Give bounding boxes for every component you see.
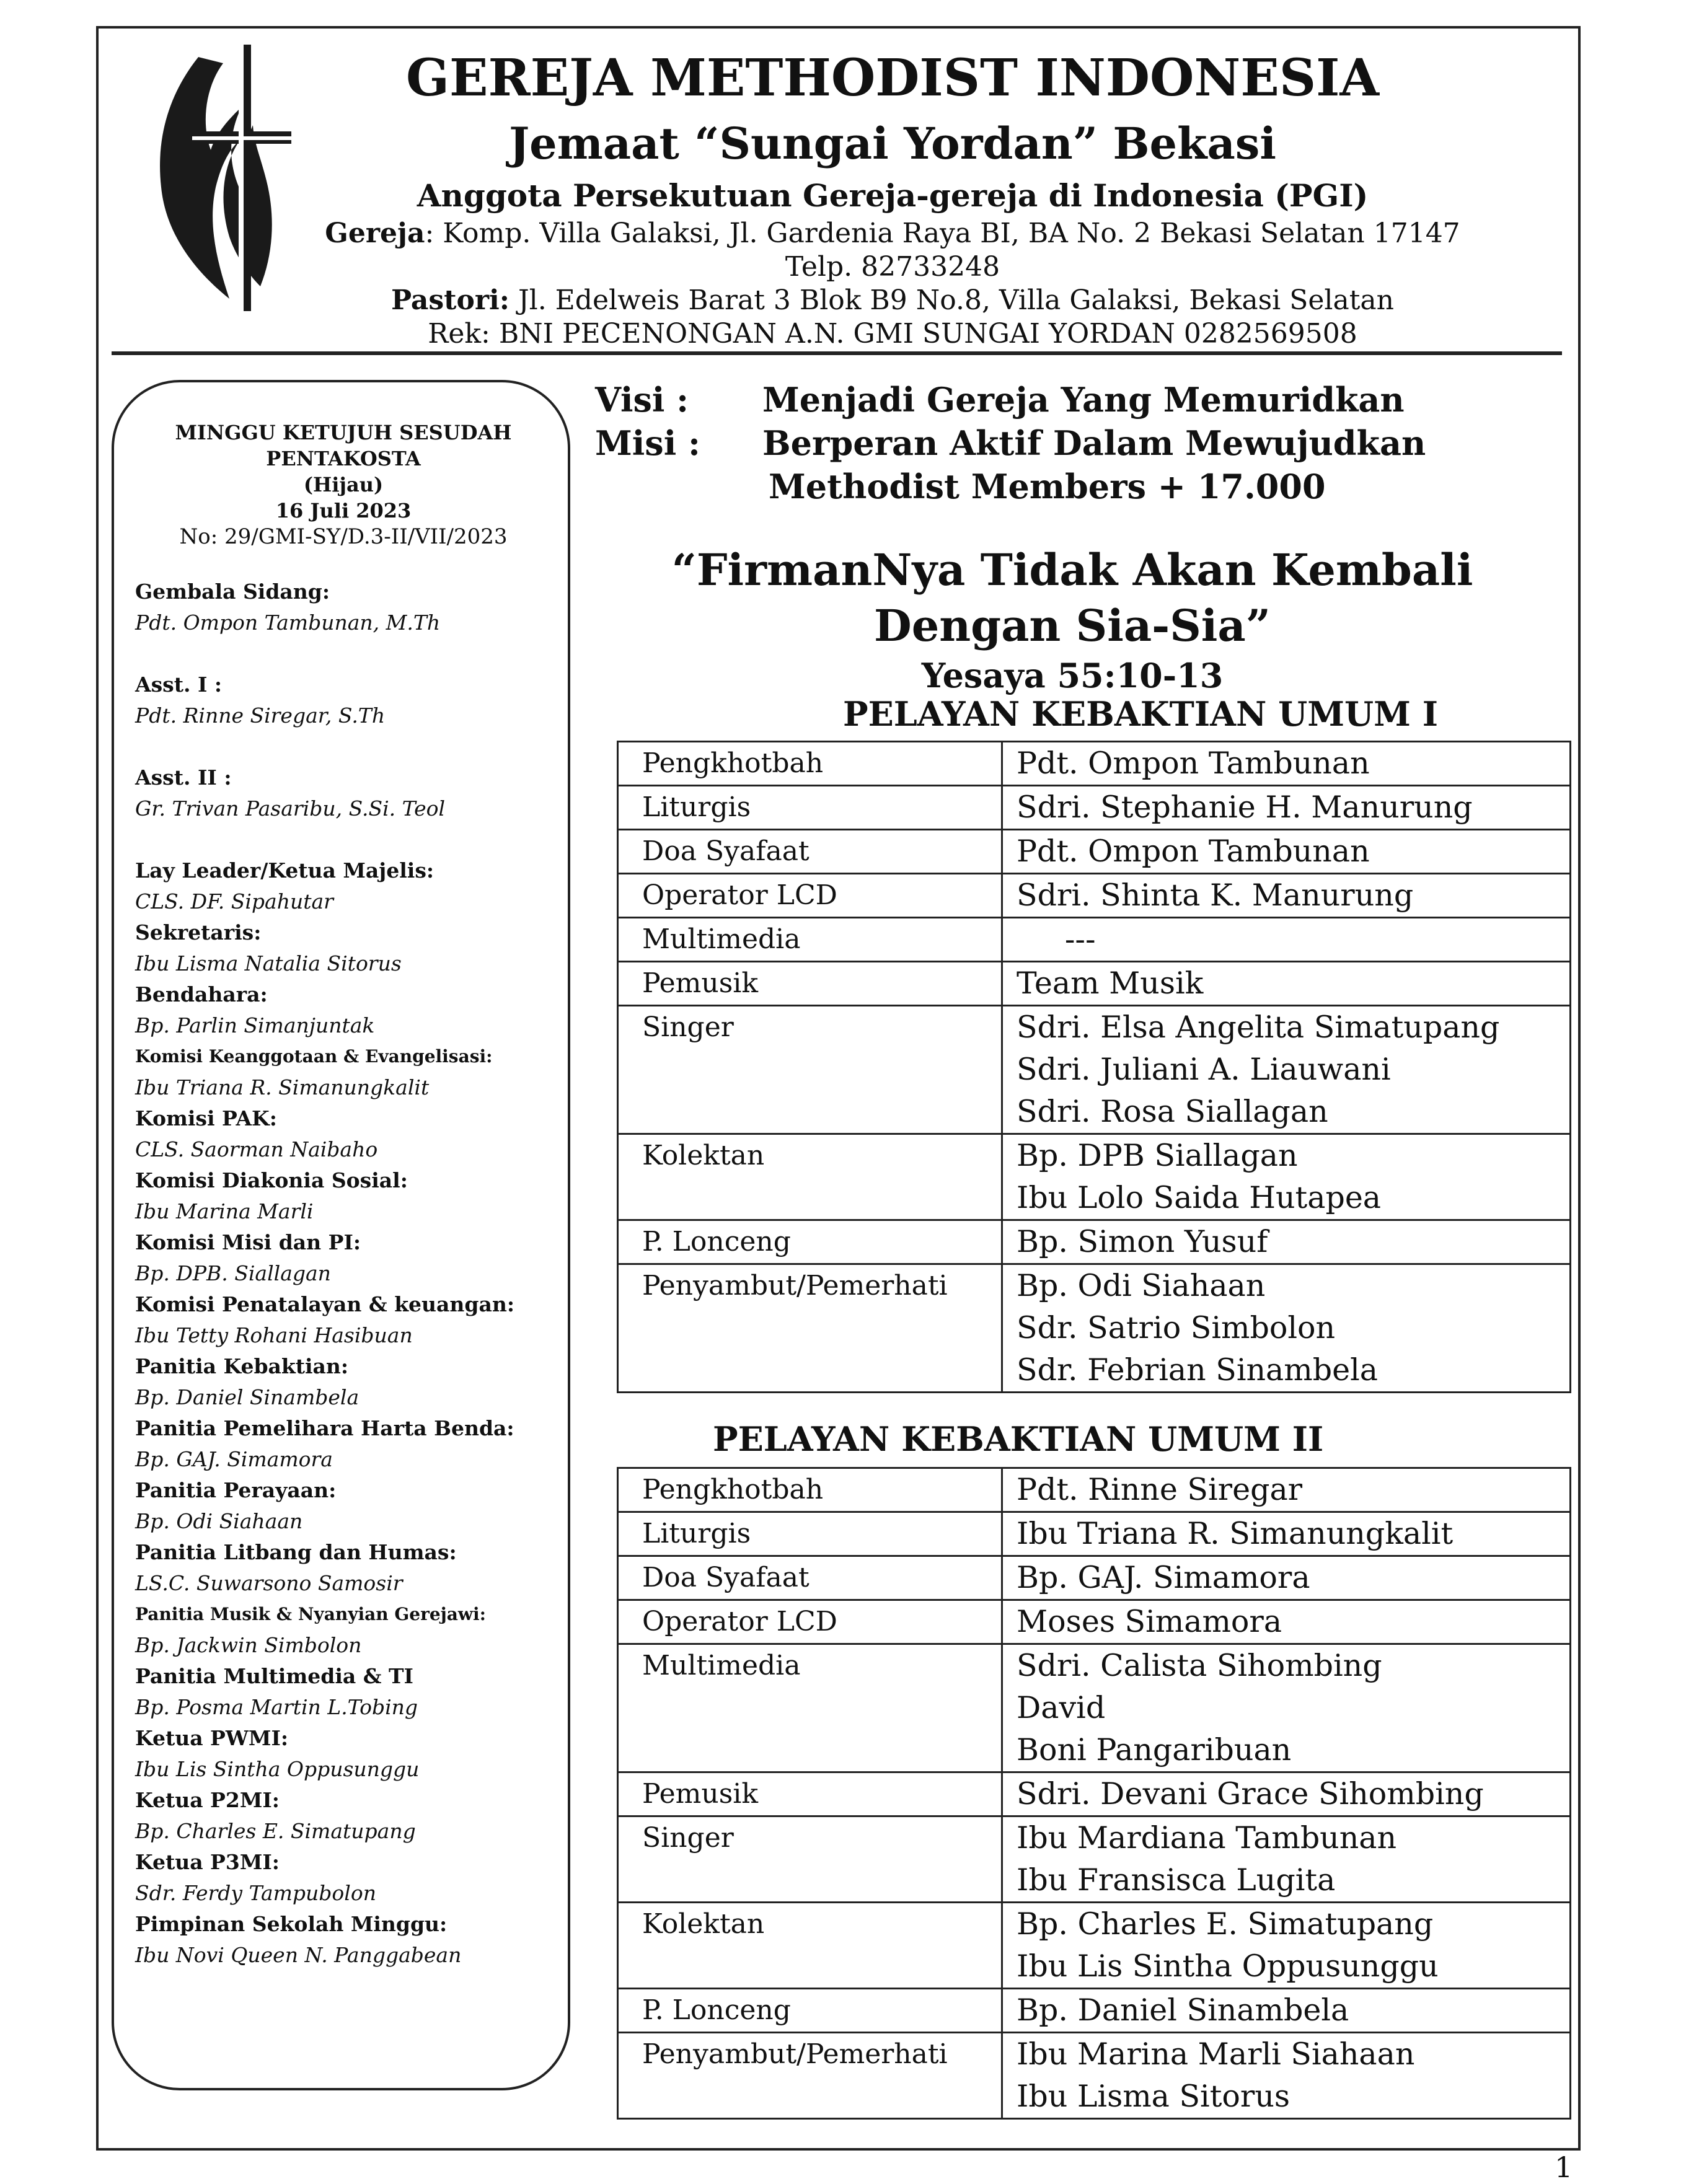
officer-name: Ibu Marina Marli xyxy=(135,1199,314,1223)
service2-title: PELAYAN KEBAKTIAN UMUM II xyxy=(713,1419,1324,1459)
people-cell xyxy=(1002,1903,1571,1989)
person-name: Sdri. Calista Sihombing xyxy=(1017,1648,1382,1683)
person-name: Sdri. Stephanie H. Manurung xyxy=(1017,790,1473,825)
person-name: Ibu Marina Marli Siahaan xyxy=(1017,2036,1415,2072)
person-name: Bp. DPB Siallagan xyxy=(1017,1138,1298,1173)
table-row xyxy=(618,962,1571,1006)
role-cell: Operator LCD xyxy=(618,874,1002,918)
officer-name: Ibu Novi Queen N. Panggabean xyxy=(135,1943,462,1967)
pastori-address-line xyxy=(273,284,1512,317)
table-row xyxy=(618,1816,1571,1903)
people-cell xyxy=(1002,1989,1571,2033)
misi-line2: Methodist Members + 17.000 xyxy=(769,467,1326,506)
asst1-name: Pdt. Rinne Siregar, S.Th xyxy=(135,703,386,728)
membership-line: Anggota Persekutuan Gereja-gereja di Indonesia (PGI) xyxy=(417,177,1369,214)
person-name: Team Musik xyxy=(1017,966,1204,1001)
person-name: Pdt. Ompon Tambunan xyxy=(1017,834,1370,869)
people-cell xyxy=(1002,918,1571,962)
misi-line1: Berperan Aktif Dalam Mewujudkan xyxy=(762,423,1426,463)
person-name: Ibu Triana R. Simanungkalit xyxy=(1017,1516,1454,1551)
officer-role: Panitia Litbang dan Humas: xyxy=(135,1540,457,1564)
bulletin-number: No: 29/GMI-SY/D.3-II/VII/2023 xyxy=(179,524,508,549)
theme-line2: Dengan Sia-Sia” xyxy=(873,600,1271,651)
people-cell xyxy=(1002,962,1571,1006)
person-name: Pdt. Rinne Siregar xyxy=(1017,1472,1303,1507)
person-name: Sdri. Juliani A. Liauwani xyxy=(1017,1052,1391,1087)
header-divider xyxy=(112,351,1562,355)
phone: Telp. 82733248 xyxy=(785,251,1000,283)
person-name: Sdr. Febrian Sinambela xyxy=(1017,1352,1378,1388)
person-name: David xyxy=(1017,1690,1106,1725)
role-cell: Multimedia xyxy=(618,918,1002,962)
officer-role: Ketua P2MI: xyxy=(135,1788,280,1812)
officer-role: Pimpinan Sekolah Minggu: xyxy=(135,1912,448,1936)
role-cell: Singer xyxy=(618,1816,1002,1903)
table-row xyxy=(618,1220,1571,1264)
officer-list xyxy=(135,576,569,1971)
officer-role: Komisi Diakonia Sosial: xyxy=(135,1168,408,1192)
role-cell: Pengkhotbah xyxy=(618,742,1002,786)
sermon-theme xyxy=(595,542,1550,654)
liturgical-color: (Hijau) xyxy=(303,473,384,496)
officer-name: Bp. Odi Siahaan xyxy=(135,1509,303,1533)
officer-role: Komisi Misi dan PI: xyxy=(135,1230,361,1254)
sunday-info xyxy=(114,420,573,550)
visi-text: Menjadi Gereja Yang Memuridkan xyxy=(762,380,1405,420)
role-cell: Multimedia xyxy=(618,1644,1002,1772)
role-cell: Kolektan xyxy=(618,1903,1002,1989)
person-name: Bp. GAJ. Simamora xyxy=(1017,1560,1310,1595)
pastori-label: Pastori: xyxy=(391,284,510,316)
officer-name: Bp. Parlin Simanjuntak xyxy=(135,1013,375,1037)
church-address-line xyxy=(273,217,1512,250)
role-cell: P. Lonceng xyxy=(618,1989,1002,2033)
officer-role: Komisi Penatalayan & keuangan: xyxy=(135,1292,515,1316)
service1-title: PELAYAN KEBAKTIAN UMUM I xyxy=(843,694,1438,734)
role-cell: Doa Syafaat xyxy=(618,1556,1002,1600)
table-row xyxy=(618,1772,1571,1816)
officer-role: Panitia Pemelihara Harta Benda: xyxy=(135,1416,514,1440)
officer-role: Panitia Perayaan: xyxy=(135,1478,337,1502)
officer-role: Ketua PWMI: xyxy=(135,1726,289,1750)
person-name: Bp. Charles E. Simatupang xyxy=(1017,1906,1434,1942)
table-row xyxy=(618,1989,1571,2033)
officer-name: Bp. GAJ. Simamora xyxy=(135,1447,333,1471)
service-date: 16 Juli 2023 xyxy=(275,499,412,522)
role-cell: Kolektan xyxy=(618,1134,1002,1220)
officer-name: Ibu Lis Sintha Oppusunggu xyxy=(135,1757,420,1781)
table-row xyxy=(618,830,1571,874)
officer-name: Bp. Jackwin Simbolon xyxy=(135,1633,362,1657)
people-cell xyxy=(1002,786,1571,830)
people-cell xyxy=(1002,1468,1571,1512)
person-name: Ibu Mardiana Tambunan xyxy=(1017,1820,1397,1856)
officer-name: Bp. Posma Martin L.Tobing xyxy=(135,1695,418,1719)
people-cell xyxy=(1002,1512,1571,1556)
role-cell: Penyambut/Pemerhati xyxy=(618,2033,1002,2119)
asst2-name: Gr. Trivan Pasaribu, S.Si. Teol xyxy=(135,796,446,821)
asst2-label: Asst. II : xyxy=(135,765,232,790)
officer-role: Komisi Keanggotaan & Evangelisasi: xyxy=(135,1046,493,1067)
officer-role: Sekretaris: xyxy=(135,920,262,944)
officer-name: LS.C. Suwarsono Samosir xyxy=(135,1571,403,1595)
person-name: Sdri. Rosa Siallagan xyxy=(1017,1094,1328,1129)
people-cell xyxy=(1002,830,1571,874)
church-label: Gereja xyxy=(325,218,425,249)
person-name: Ibu Lisma Sitorus xyxy=(1017,2079,1291,2114)
role-cell: Operator LCD xyxy=(618,1600,1002,1644)
table-row xyxy=(618,742,1571,786)
church-address: : Komp. Villa Galaksi, Jl. Gardenia Raya BI, BA No. 2 Bekasi Selatan 17147 xyxy=(425,218,1460,249)
person-name: Sdri. Elsa Angelita Simatupang xyxy=(1017,1010,1500,1045)
pastori-address: Jl. Edelweis Barat 3 Blok B9 No.8, Villa Galaksi, Bekasi Selatan xyxy=(510,284,1394,316)
sunday-line2: PENTAKOSTA xyxy=(266,447,421,470)
scripture-reference: Yesaya 55:10-13 xyxy=(921,656,1224,695)
page-number: 1 xyxy=(1555,2151,1573,2184)
table-row xyxy=(618,1644,1571,1772)
people-cell xyxy=(1002,742,1571,786)
officer-name: Bp. Charles E. Simatupang xyxy=(135,1819,416,1843)
church-title: GEREJA METHODIST INDONESIA xyxy=(405,48,1380,108)
role-cell: Liturgis xyxy=(618,1512,1002,1556)
person-name: Sdr. Satrio Simbolon xyxy=(1017,1310,1336,1345)
service1-table xyxy=(617,741,1571,1393)
people-cell xyxy=(1002,1816,1571,1903)
gembala-name: Pdt. Ompon Tambunan, M.Th xyxy=(135,610,441,635)
officer-name: Ibu Lisma Natalia Sitorus xyxy=(135,951,402,975)
table-row xyxy=(618,1134,1571,1220)
officer-role: Panitia Musik & Nyanyian Gerejawi: xyxy=(135,1604,486,1624)
table-row xyxy=(618,1556,1571,1600)
officer-name: CLS. Saorman Naibaho xyxy=(135,1137,378,1161)
misi-label: Misi : xyxy=(595,423,700,463)
person-name: Boni Pangaribuan xyxy=(1017,1732,1292,1768)
congregation-name: Jemaat “Sungai Yordan” Bekasi xyxy=(509,118,1276,169)
cross-flame-logo xyxy=(149,38,291,314)
gembala-label: Gembala Sidang: xyxy=(135,579,330,604)
people-cell xyxy=(1002,1220,1571,1264)
person-name: Sdri. Devani Grace Sihombing xyxy=(1017,1776,1484,1812)
table-row xyxy=(618,1903,1571,1989)
officer-name: Bp. Daniel Sinambela xyxy=(135,1385,360,1409)
vision-mission xyxy=(595,378,1426,508)
officer-name: Bp. DPB. Siallagan xyxy=(135,1261,331,1285)
people-cell xyxy=(1002,1006,1571,1134)
church-header xyxy=(273,43,1512,351)
people-cell xyxy=(1002,1644,1571,1772)
table-row xyxy=(618,2033,1571,2119)
people-cell xyxy=(1002,1264,1571,1393)
table-row xyxy=(618,874,1571,918)
person-name: Ibu Lis Sintha Oppusunggu xyxy=(1017,1948,1439,1984)
officer-role: Ketua P3MI: xyxy=(135,1850,280,1874)
role-cell: Doa Syafaat xyxy=(618,830,1002,874)
role-cell: Pengkhotbah xyxy=(618,1468,1002,1512)
theme-line1: “FirmanNya Tidak Akan Kembali xyxy=(671,544,1473,596)
person-name: Sdri. Shinta K. Manurung xyxy=(1017,878,1414,913)
role-cell: Pemusik xyxy=(618,962,1002,1006)
role-cell: P. Lonceng xyxy=(618,1220,1002,1264)
people-cell xyxy=(1002,874,1571,918)
table-row xyxy=(618,1006,1571,1134)
person-name: Bp. Simon Yusuf xyxy=(1017,1224,1268,1259)
person-name: Bp. Odi Siahaan xyxy=(1017,1268,1266,1303)
person-name: Moses Simamora xyxy=(1017,1604,1282,1639)
table-row xyxy=(618,918,1571,962)
person-name: Ibu Fransisca Lugita xyxy=(1017,1862,1336,1898)
officer-role: Lay Leader/Ketua Majelis: xyxy=(135,858,435,883)
role-cell: Penyambut/Pemerhati xyxy=(618,1264,1002,1393)
officer-name: CLS. DF. Sipahutar xyxy=(135,889,333,914)
table-row xyxy=(618,1468,1571,1512)
table-row xyxy=(618,1264,1571,1393)
person-name: --- xyxy=(1017,922,1096,957)
role-cell: Singer xyxy=(618,1006,1002,1134)
officers xyxy=(135,855,569,1971)
people-cell xyxy=(1002,1134,1571,1220)
people-cell xyxy=(1002,2033,1571,2119)
officer-role: Bendahara: xyxy=(135,982,268,1006)
sunday-line1: MINGGU KETUJUH SESUDAH xyxy=(175,421,512,444)
officer-name: Sdr. Ferdy Tampubolon xyxy=(135,1881,376,1905)
officer-role: Komisi PAK: xyxy=(135,1106,277,1130)
people-cell xyxy=(1002,1556,1571,1600)
table-row xyxy=(618,1600,1571,1644)
officer-role: Panitia Multimedia & TI xyxy=(135,1664,413,1688)
service2-table xyxy=(617,1467,1571,2120)
table-row xyxy=(618,1512,1571,1556)
person-name: Pdt. Ompon Tambunan xyxy=(1017,746,1370,781)
person-name: Ibu Lolo Saida Hutapea xyxy=(1017,1180,1382,1215)
visi-label: Visi : xyxy=(595,380,689,420)
officer-name: Ibu Triana R. Simanungkalit xyxy=(135,1075,430,1099)
people-cell xyxy=(1002,1772,1571,1816)
bank-account: Rek: BNI PECENONGAN A.N. GMI SUNGAI YORDAN 0282569508 xyxy=(428,318,1357,350)
people-cell xyxy=(1002,1600,1571,1644)
role-cell: Liturgis xyxy=(618,786,1002,830)
asst1-label: Asst. I : xyxy=(135,672,223,697)
table-row xyxy=(618,786,1571,830)
officer-name: Ibu Tetty Rohani Hasibuan xyxy=(135,1323,413,1347)
officer-role: Panitia Kebaktian: xyxy=(135,1354,349,1378)
role-cell: Pemusik xyxy=(618,1772,1002,1816)
person-name: Bp. Daniel Sinambela xyxy=(1017,1992,1349,2028)
